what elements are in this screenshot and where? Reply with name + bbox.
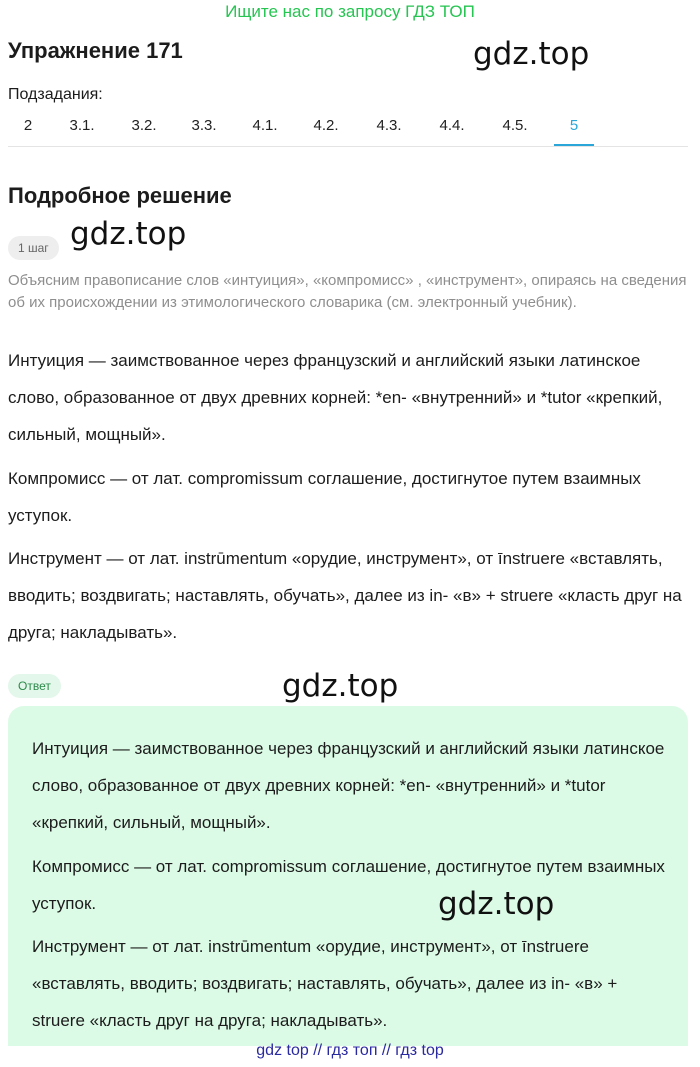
tab-subtask[interactable]: 4.5. (502, 117, 528, 134)
tab-subtask[interactable]: 3.1. (69, 117, 95, 134)
tab-subtask[interactable]: 4.2. (313, 117, 339, 134)
footer-watermark: gdz top // гдз топ // гдз top (256, 1042, 444, 1059)
answer-paragraph: Инструмент — от лат. instrūmentum «орудие, инструмент», от īnstruere «вставлять, вводить; воздвигать; наставлять, обучать», далее из in- «в» + struere «класть друг на друга; накладывать». (32, 937, 618, 1030)
watermark: gdz.top (70, 216, 187, 252)
subtask-tabs (8, 106, 688, 147)
watermark: gdz.top (438, 886, 555, 922)
solution-paragraph: Компромисс — от лат. compromissum соглашение, достигнутое путем взаимных уступок. (8, 469, 641, 525)
solution-title: Подробное решение (8, 183, 232, 208)
tab-subtask[interactable]: 2 (23, 117, 33, 134)
tab-subtask[interactable]: 4.3. (376, 117, 402, 134)
answer-paragraph: Компромисс — от лат. compromissum соглашение, достигнутое путем взаимных уступок. (32, 857, 665, 913)
step-badge: 1 шаг (8, 236, 59, 260)
answer-paragraph: Интуиция — заимствованное через французский и английский языки латинское слово, образованное от двух древних корней: *en- «внутренний» и *tutor «крепкий, сильный, мощный». (32, 739, 665, 832)
tab-subtask[interactable]: 4.4. (439, 117, 465, 134)
tab-subtask[interactable]: 3.2. (131, 117, 157, 134)
page-title: Упражнение 171 (8, 38, 183, 63)
subtasks-label: Подзадания: (8, 86, 103, 103)
intro-text: Объясним правописание слов «интуиция», «компромисс» , «инструмент», опираясь на сведения об их происхождении из этимологического словарика (см. электронный учебник). (8, 272, 687, 311)
solution-paragraph: Инструмент — от лат. instrūmentum «орудие, инструмент», от īnstruere «вставлять, вводить; воздвигать; наставлять, обучать», далее из in- «в» + struere «класть друг на друга; накладывать». (8, 549, 682, 642)
answer-box (8, 706, 688, 1046)
tab-subtask-active[interactable]: 5 (554, 106, 594, 146)
watermark: gdz.top (473, 36, 590, 72)
watermark: gdz.top (282, 668, 399, 704)
solution-paragraph: Интуиция — заимствованное через французский и английский языки латинское слово, образованное от двух древних корней: *en- «внутренний» и *tutor «крепкий, сильный, мощный». (8, 351, 663, 444)
tab-subtask[interactable]: 3.3. (191, 117, 217, 134)
tab-subtask[interactable]: 4.1. (252, 117, 278, 134)
answer-badge: Ответ (8, 674, 61, 698)
top-banner: Ищите нас по запросу ГДЗ ТОП (225, 2, 475, 21)
